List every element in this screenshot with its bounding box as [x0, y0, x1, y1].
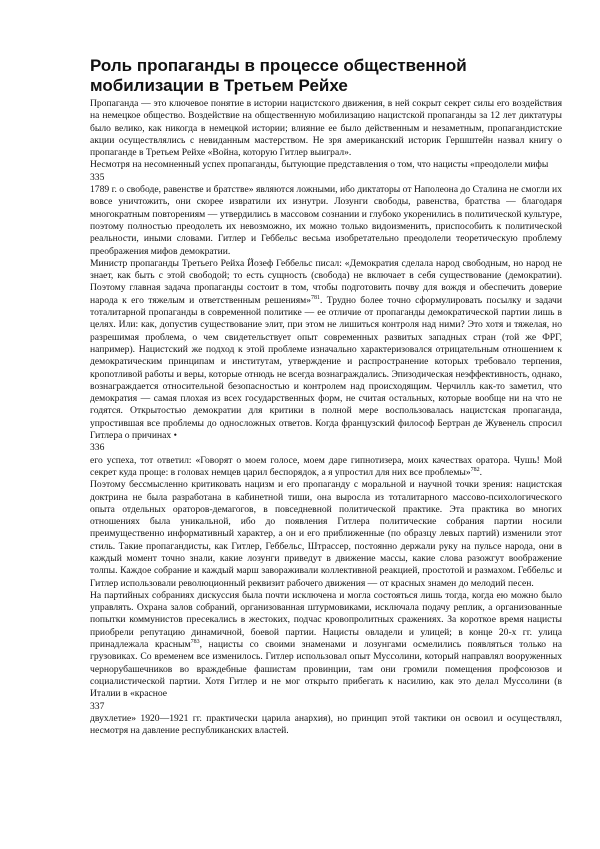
page-title: Роль пропаганды в процессе общественной мобилизации в Третьем Рейхе	[90, 56, 467, 95]
page-number-337: 337	[90, 700, 105, 712]
document-body	[90, 98, 562, 737]
paragraph-final: двухлетие» 1920—1921 гг. практически царила анархия), но принцип этой тактики он освоил и осуществлял, несмотря на давление республиканских властей.	[90, 712, 562, 737]
paragraph-myths-start: Несмотря на несомненный успех пропаганды, бытующие представления о том, что нацисты «преодолели мифы	[90, 159, 549, 171]
footnote-782[interactable]: 782	[470, 466, 480, 473]
paragraph-goebbels	[90, 258, 562, 442]
page-number-335: 335	[90, 171, 105, 183]
paragraph-meetings	[90, 590, 562, 701]
paragraph-intro: Пропаганда — это ключевое понятие в истории нацистского движения, в ней сокрыт секрет силы его воздействия на немецкое общество. Воздействие на общественную мобилизацию нацистской пропаганды за 12 лет диктатуры было велико, как никогда в немецкой истории; влияние ее было действенным и незаметным, пропагандистские акции осуществлялись с невиданным мастерством. Не зря американский историк Гершштейн назвал книгу о пропаганде в Третьем Рейхе «Война, которую Гитлер выиграл».	[90, 98, 562, 159]
paragraph-critique: Поэтому бессмысленно критиковать нацизм и его пропаганду с моральной и научной точки зрения: нацистская доктрина не была разработана в кабинетной тиши, она выросла из тоталитарного массово-психологического опыта отдельных ораторов-демагогов, в повседневной политической практике. Эта практика во многих отношениях была уникальной, ибо до появления Гитлера политические собрания партии носили преимущественно информативный характер, а он и его приближенные (по образцу левых партий) изменили этот стиль. Такие пропагандисты, как Гитлер, Геббельс, Штрассер, постоянно держали руку на пульсе народа, они в каждый момент точно знали, какие лозунги приведут в движение массы, какие слова разожгут воображение толпы. Каждое собрание и каждый марш завораживали коллективной реакцией, простотой и размахом. Геббельс и Гитлер использовали революционный реквизит рабочего движения — от красных знамен до мелодий песен.	[90, 479, 562, 589]
footnote-781[interactable]: 781	[311, 294, 321, 301]
meetings-text: На партийных собраниях дискуссия была почти исключена и могла состояться лишь тогда, когда ею можно было управлять. Охрана залов собраний, организованная штурмовиками, исключала подачу реплик, а организованные попытки коммунистов пресекались в жестоких, подчас кровопролитных сражениях. За короткое время нацисты приобрели репутацию динамичной, боевой партии. Нацисты овладели и улицей; в конце 20-х гг. улица принадлежала красным	[90, 589, 562, 651]
meetings-cont-text: , нацисты со своими знаменами и лозунгами осмелились появляться только на грузовиках. Со временем все изменилось. Гитлер использовал опыт Муссолини, который направлял вооруженных чернорубашечников во враждебные фашистам провинции, там они громили помещения профсоюзов и социалистической партии. Хотя Гитлер и не мог открыто прибегать к насилию, как это делал Муссолини (в Италии в «красное	[90, 639, 562, 700]
paragraph-hitler-answer	[90, 455, 562, 480]
goebbels-quote-text: Министр пропаганды Третьего Рейха Йозеф Геббельс писал: «Демократия сделала народ свободным, но народ не знает, как быть с этой свободой; то есть сущность (свобода) не включает в себя существование (демократии). Поэтому главная задача пропаганды состоит в том, чтобы подготовить почву для вождя и обеспечить доверие народа к его тяжелым и ответственным решениям»	[90, 257, 562, 306]
hitler-answer-end: .	[479, 466, 483, 478]
footnote-783[interactable]: 783	[190, 638, 200, 645]
goebbels-cont-text: . Трудно более точно сформулировать посылку и задачи тоталитарной пропаганды в современной политике — ее отличие от пропаганды демократической партии лишь в целях. Или: как, допустив существование элит, при этом не лишиться контроля над ними? Это хотя и тяжелая, но разрешимая проблема, о чем свидетельствует опыт современных развитых западных стран (той же ФРГ, например). Нацистский же подход к этой проблеме изначально характеризовался отрицательным отношением к демократическим принципам и институтам, утверждение и распространение которых требовало терпения, кропотливой работы и веры, которые отнюдь не всегда вознаграждались. Эпизодическая неэффективность, однако, вознаграждается относительной безопасностью и контролем над происходящим. Черчилль как-то заметил, что демократия — самая плохая из всех государственных форм, не считая остальных, которые вообще ни на что не годятся. Открытостью демократии для критики в полной мере воспользовалась нацистская пропаганда, упростившая все проблемы до односложных ответов. Когда французский философ Бертран де Жувенель спросил Гитлера о причинах •	[90, 294, 563, 442]
page-number-336: 336	[90, 442, 105, 454]
paragraph-myths-cont: 1789 г. о свободе, равенстве и братстве» являются ложными, ибо диктаторы от Наполеона до Сталина не смогли их вовсе уничтожить, они скорее извратили их изнутри. Лозунги свободы, равенства, братства — благодаря многократным повторениям — утвердились в массовом сознании и глубоко укоренились в политической культуре, поэтому полностью преодолеть их невозможно, их можно только видоизменить, приспособить к политической реальности, иными словами. Гитлер и Геббельс весьма изобретательно преодолели теоретическую проблему преображения мифов демократии.	[90, 184, 562, 257]
hitler-answer-text: его успеха, тот ответил: «Говорят о моем голосе, моем даре гипнотизера, моих качествах оратора. Чушь! Мой секрет куда проще: в головах немцев царил беспорядок, а я упростил для них все проблемы»	[90, 454, 562, 478]
